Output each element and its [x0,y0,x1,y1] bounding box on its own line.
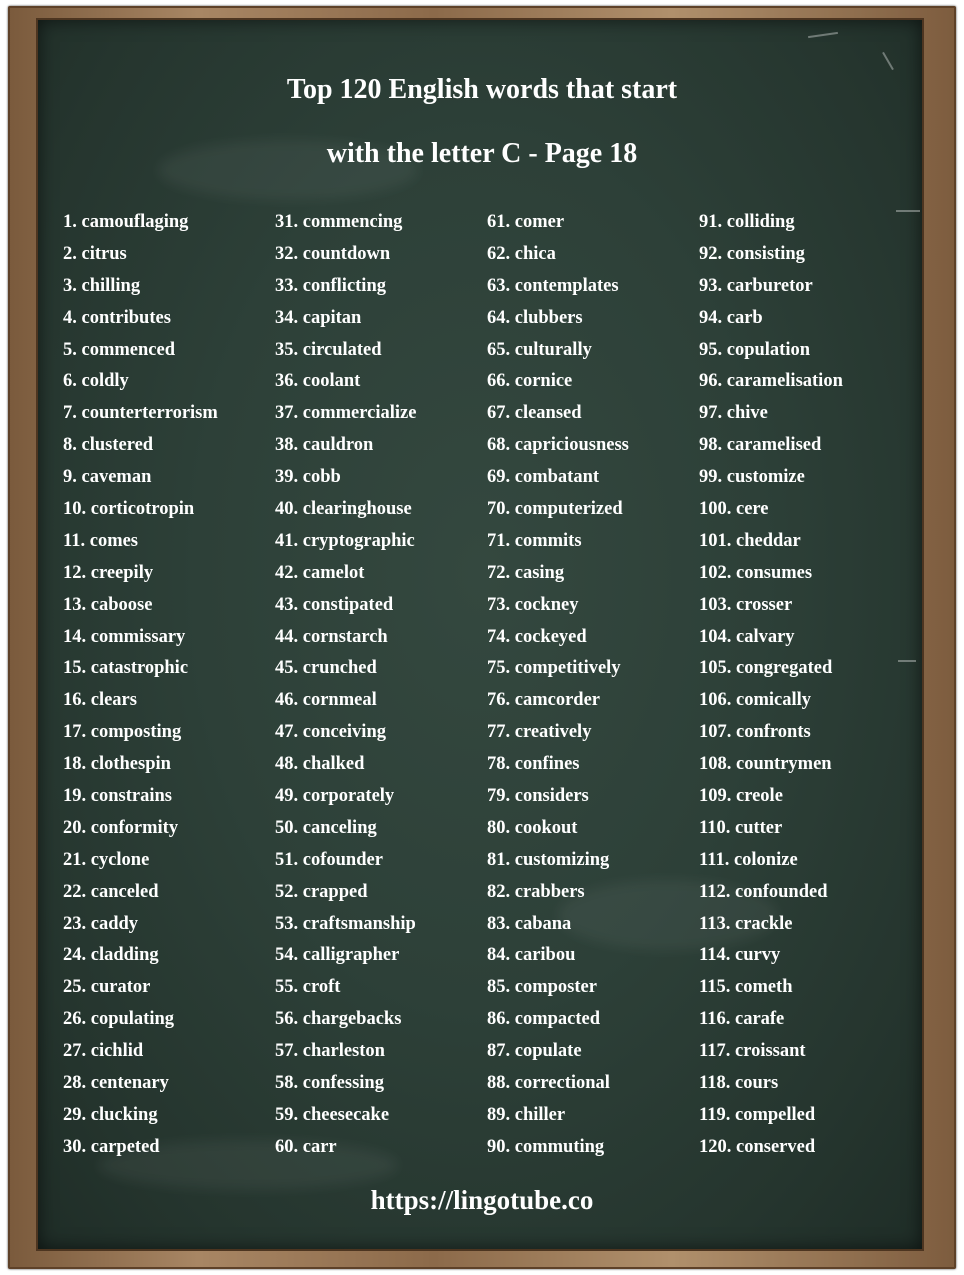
word-list-item: 82. crabbers [487,881,585,902]
word-list-item: 60. carr [275,1136,337,1157]
word-list-item: 25. curator [63,977,151,998]
word-list-item: 48. chalked [275,754,365,775]
word-list-item: 106. comically [699,690,812,711]
word-list-item: 31. commencing [275,212,403,232]
word-list-item: 104. calvary [699,626,795,647]
chalk-scratch [898,660,916,662]
word-list-item: 74. cockeyed [487,626,587,647]
word-list-item: 108. countrymen [699,754,832,775]
word-list-item: 4. contributes [63,307,171,328]
word-list-item: 15. catastrophic [63,658,189,679]
word-column-2 [275,207,416,1164]
word-list-item: 39. cobb [275,467,341,488]
word-list-item: 6. coldly [63,371,129,392]
word-list-item: 81. customizing [487,849,610,870]
word-list-item: 44. cornstarch [275,626,388,647]
word-list-item: 51. cofounder [275,849,383,870]
word-list-item: 96. caramelisation [699,371,843,392]
word-list-item: 32. countdown [275,243,391,264]
word-list-item: 23. caddy [63,913,139,934]
word-list-item: 78. confines [487,754,580,775]
word-list-item: 7. counterterrorism [63,403,218,424]
word-list-item: 75. competitively [487,658,621,679]
word-list-item: 18. clothespin [63,754,171,775]
word-list-item: 11. comes [63,530,139,551]
word-list-item: 29. clucking [63,1104,158,1125]
word-list-item: 28. centenary [63,1073,169,1094]
word-list-item: 98. caramelised [699,435,822,456]
word-list-item: 77. creatively [487,722,592,743]
word-list-item: 85. composter [487,977,597,998]
word-list-item: 67. cleansed [487,403,582,424]
word-list-item: 117. croissant [699,1041,806,1062]
chalk-scratch [882,52,894,70]
word-list-item: 95. copulation [699,339,811,360]
word-list-item: 20. conformity [63,817,179,838]
word-list-item: 107. confronts [699,722,811,743]
word-list-item: 66. cornice [487,371,573,392]
word-list-item: 59. cheesecake [275,1104,390,1125]
word-list-item: 35. circulated [275,339,382,360]
word-list-item: 10. corticotropin [63,499,195,520]
word-list-item: 17. composting [63,722,182,743]
word-list-item: 89. chiller [487,1104,566,1125]
word-list-item: 97. chive [699,403,768,424]
word-list-item: 45. crunched [275,658,377,679]
word-list-item: 105. congregated [699,658,833,679]
word-list-item: 1. camouflaging [63,212,189,232]
word-list-item: 41. cryptographic [275,530,415,551]
word-list-item: 19. constrains [63,786,172,807]
word-list-item: 87. copulate [487,1041,582,1062]
chalk-scratch [896,210,920,212]
word-column-1 [63,207,218,1164]
footer-url: https://lingotube.co [370,1185,594,1215]
word-list-item: 2. citrus [63,243,127,264]
word-list-item: 37. commercialize [275,403,417,424]
word-list-item: 94. carb [699,307,763,328]
word-list-item: 88. correctional [487,1073,610,1094]
word-list-item: 50. canceling [275,817,377,838]
word-list-item: 16. clears [63,690,137,711]
word-list-item: 46. cornmeal [275,690,377,711]
word-list-item: 26. copulating [63,1009,175,1030]
word-list-item: 40. clearinghouse [275,499,412,520]
word-column-4 [699,207,843,1164]
word-list-item: 56. chargebacks [275,1009,402,1030]
word-list-item: 64. clubbers [487,307,583,328]
word-list-item: 33. conflicting [275,275,386,296]
word-list-item: 116. carafe [699,1009,785,1030]
word-list-item: 113. crackle [699,913,793,934]
chalk-scratch [808,32,838,38]
word-list-item: 54. calligrapher [275,945,400,966]
word-list-item: 70. computerized [487,499,623,520]
word-list-item: 109. creole [699,786,783,807]
word-list-item: 53. craftsmanship [275,913,416,934]
word-list-item: 12. creepily [63,562,154,583]
word-list-item: 83. cabana [487,913,572,934]
word-list-item: 62. chica [487,243,556,264]
word-list-item: 93. carburetor [699,275,813,296]
word-list-item: 100. cere [699,499,769,520]
word-list-item: 90. commuting [487,1136,605,1157]
word-list-item: 8. clustered [63,435,154,456]
word-list-item: 68. capriciousness [487,435,629,456]
word-list-item: 13. caboose [63,594,153,615]
word-list-item: 38. cauldron [275,435,374,456]
word-list-item: 65. culturally [487,339,592,360]
word-list-item: 24. cladding [63,945,159,966]
word-list-item: 57. charleston [275,1041,385,1062]
word-list-item: 49. corporately [275,786,395,807]
word-list-item: 34. capitan [275,307,362,328]
word-list-item: 80. cookout [487,817,578,838]
word-list-item: 52. crapped [275,881,368,902]
word-list-item: 111. colonize [699,849,798,870]
word-list-item: 72. casing [487,562,565,583]
word-list-item: 76. camcorder [487,690,601,711]
word-list-item: 102. consumes [699,562,813,583]
word-list-item: 86. compacted [487,1009,601,1030]
word-list-item: 63. contemplates [487,275,619,296]
word-list-item: 30. carpeted [63,1136,160,1157]
word-list-item: 22. canceled [63,881,159,902]
word-column-3 [487,207,629,1164]
word-list-item: 114. curvy [699,945,781,966]
word-list-item: 92. consisting [699,243,805,264]
word-list-item: 112. confounded [699,881,828,902]
page-title-line-2: with the letter C - Page 18 [326,138,638,169]
word-list-item: 118. cours [699,1073,779,1094]
word-list-item: 61. comer [487,212,565,232]
word-list-item: 103. crosser [699,594,793,615]
word-list-item: 58. confessing [275,1073,384,1094]
word-list-item: 119. compelled [699,1104,816,1125]
word-list-item: 14. commissary [63,626,186,647]
word-list-item: 101. cheddar [699,530,801,551]
word-list-item: 110. cutter [699,817,783,838]
word-list-item: 5. commenced [63,339,175,360]
word-list-item: 115. cometh [699,977,793,998]
word-list-item: 69. combatant [487,467,600,488]
word-list-item: 27. cichlid [63,1041,144,1062]
word-list-item: 91. colliding [699,212,795,232]
word-list-item: 55. croft [275,977,341,998]
word-list-item: 43. constipated [275,594,394,615]
word-list-item: 47. conceiving [275,722,386,743]
word-list-item: 99. customize [699,467,805,488]
word-list-item: 21. cyclone [63,849,150,870]
word-list-item: 36. coolant [275,371,361,392]
word-list-item: 84. caribou [487,945,576,966]
word-list-item: 120. conserved [699,1136,816,1157]
page-title-line-1: Top 120 English words that start [286,74,678,105]
word-list-item: 79. considers [487,786,589,807]
word-list-item: 73. cockney [487,594,579,615]
word-list-item: 9. caveman [63,467,152,488]
word-list-item: 3. chilling [63,275,141,296]
word-list-item: 71. commits [487,530,582,551]
word-list-item: 42. camelot [275,562,365,583]
